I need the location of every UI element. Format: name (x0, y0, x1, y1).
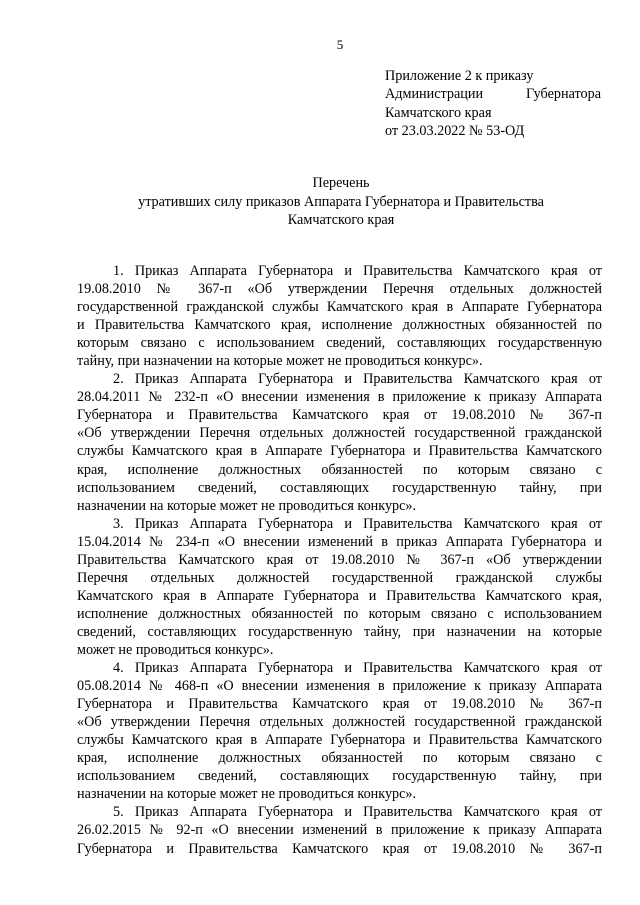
paragraph-line: использованием сведений, составляющих государственную тайну, при (77, 768, 602, 785)
paragraph-line: Камчатского края в Аппарате Губернатора и Правительства Камчатского края, (77, 587, 602, 604)
paragraph-line: «Об утверждении Перечня отдельных должностей государственной гражданской (77, 425, 602, 442)
paragraph-line: края, исполнение должностных обязанностей по которым связано с (77, 750, 602, 767)
paragraph-line: 3. Приказ Аппарата Губернатора и Правительства Камчатского края от (113, 515, 602, 532)
appendix-line: Камчатского края (385, 104, 492, 121)
appendix-word: Губернатора (525, 86, 601, 103)
title-line: Перечень (312, 175, 370, 191)
paragraph-line: Правительства Камчатского края от 19.08.2010 № 367-п «Об утверждении (77, 551, 602, 568)
appendix-line (385, 85, 601, 103)
paragraph-line: 19.08.2010 № 367-п «Об утверждении Перечня отдельных должностей (77, 281, 602, 298)
paragraph-line: службы Камчатского края в Аппарате Губернатора и Правительства Камчатского (77, 732, 602, 749)
document-body (77, 262, 602, 858)
document-title (80, 174, 602, 230)
paragraph-line: Губернатора и Правительства Камчатского края от 19.08.2010 № 367-п (77, 407, 602, 424)
paragraph-line: 1. Приказ Аппарата Губернатора и Правительства Камчатского края от (113, 263, 602, 279)
paragraph-line: края, исполнение должностных обязанностей по которым связано с (77, 461, 602, 478)
paragraph-line: «Об утверждении Перечня отдельных должностей государственной гражданской (77, 714, 602, 731)
paragraph-line: 15.04.2014 № 234-п «О внесении изменений в приказ Аппарата Губернатора и (77, 533, 602, 550)
paragraph-line: Губернатора и Правительства Камчатского края от 19.08.2010 № 367-п (77, 696, 602, 713)
title-line: утративших силу приказов Аппарата Губернатора и Правительства (138, 193, 544, 210)
paragraph-line: 26.02.2015 № 92-п «О внесении изменений в приложение к приказу Аппарата (77, 822, 602, 839)
paragraph-line: 28.04.2011 № 232-п «О внесении изменения в приложение к приказу Аппарата (77, 389, 602, 406)
appendix-date-line: от 23.03.2022 № 53-ОД (385, 123, 525, 140)
paragraph-line: и Правительства Камчатского края, исполнение должностных обязанностей по (77, 317, 602, 334)
appendix-block (385, 67, 601, 141)
paragraph-line: тайну, при назначении на которые может не проводиться конкурс». (77, 353, 483, 370)
paragraph-line: 4. Приказ Аппарата Губернатора и Правительства Камчатского края от (113, 660, 602, 677)
paragraph-line: Губернатора и Правительства Камчатского края от 19.08.2010 № 367-п (77, 840, 602, 857)
paragraph-line: назначении на которые может не проводиться конкурс». (77, 497, 417, 514)
page-number: 5 (336, 37, 344, 52)
paragraph-line: службы Камчатского края в Аппарате Губернатора и Правительства Камчатского (77, 443, 602, 460)
paragraph-line: 2. Приказ Аппарата Губернатора и Правительства Камчатского края от (113, 371, 602, 388)
paragraph-line: может не проводиться конкурс». (77, 641, 274, 658)
appendix-line: Приложение 2 к приказу (385, 68, 534, 84)
paragraph-line: 05.08.2014 № 468-п «О внесении изменения в приложение к приказу Аппарата (77, 678, 602, 695)
paragraph-line: государственной гражданской службы Камчатского края в Аппарате Губернатора (77, 299, 602, 316)
paragraph-line: назначении на которые может не проводиться конкурс». (77, 786, 417, 803)
appendix-word: Администрации (385, 86, 484, 103)
paragraph-line: использованием сведений, составляющих государственную тайну, при (77, 479, 602, 496)
paragraph-line: которым связано с использованием сведений, составляющих государственную (77, 335, 602, 352)
title-line: Камчатского края (287, 212, 395, 228)
paragraph-line: Перечня отдельных должностей государственной гражданской службы (77, 569, 602, 586)
paragraph-line: исполнение должностных обязанностей по которым связано с использованием (77, 605, 602, 622)
paragraph-line: сведений, составляющих государственную тайну, при назначении на которые (77, 623, 602, 640)
paragraph-line: 5. Приказ Аппарата Губернатора и Правительства Камчатского края от (113, 804, 602, 821)
